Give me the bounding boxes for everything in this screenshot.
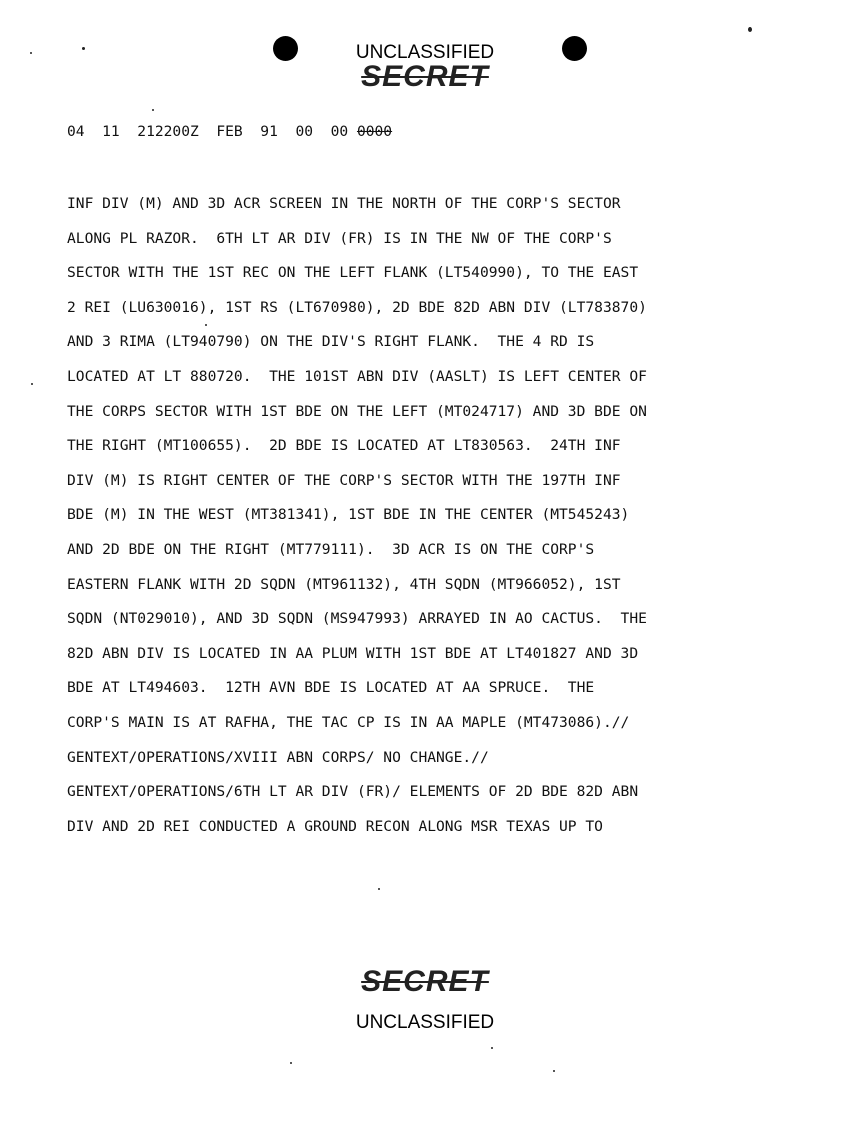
body-line: DIV AND 2D REI CONDUCTED A GROUND RECON ALONG MSR TEXAS UP TO <box>67 817 603 835</box>
body-line: THE CORPS SECTOR WITH 1ST BDE ON THE LEFT (MT024717) AND 3D BDE ON <box>67 402 647 420</box>
original-marking-footer <box>0 965 850 999</box>
body-line: ALONG PL RAZOR. 6TH LT AR DIV (FR) IS IN THE NW OF THE CORP'S <box>67 229 612 247</box>
scan-speck <box>378 888 380 890</box>
body-line: CORP'S MAIN IS AT RAFHA, THE TAC CP IS IN AA MAPLE (MT473086).// <box>67 713 630 731</box>
original-marking-header <box>0 60 850 94</box>
classification-header: UNCLASSIFIED <box>355 42 495 63</box>
struck-secret-header: SECRET <box>361 60 489 93</box>
struck-secret-footer: SECRET <box>361 965 489 998</box>
body-line: SECTOR WITH THE 1ST REC ON THE LEFT FLANK (LT540990), TO THE EAST <box>67 264 639 282</box>
body-line: DIV (M) IS RIGHT CENTER OF THE CORP'S SECTOR WITH THE 197TH INF <box>67 471 621 489</box>
dtg-struck-text: 0000 <box>356 123 393 140</box>
scan-speck <box>491 1047 493 1049</box>
body-line: SQDN (NT029010), AND 3D SQDN (MS947993) ARRAYED IN AO CACTUS. THE <box>67 610 647 628</box>
body-line: BDE AT LT494603. 12TH AVN BDE IS LOCATED AT AA SPRUCE. THE <box>67 679 595 697</box>
body-line: INF DIV (M) AND 3D ACR SCREEN IN THE NORTH OF THE CORP'S SECTOR <box>67 195 621 212</box>
body-line: BDE (M) IN THE WEST (MT381341), 1ST BDE IN THE CENTER (MT545243) <box>67 506 630 524</box>
body-line: LOCATED AT LT 880720. THE 101ST ABN DIV (AASLT) IS LEFT CENTER OF <box>67 367 647 385</box>
body-line: EASTERN FLANK WITH 2D SQDN (MT961132), 4TH SQDN (MT966052), 1ST <box>67 575 621 593</box>
body-line: GENTEXT/OPERATIONS/XVIII ABN CORPS/ NO CHANGE.// <box>67 748 489 766</box>
body-line: AND 2D BDE ON THE RIGHT (MT779111). 3D ACR IS ON THE CORP'S <box>67 540 595 558</box>
dtg-text: 04 11 212200Z FEB 91 00 00 <box>67 123 357 140</box>
body-line: GENTEXT/OPERATIONS/6TH LT AR DIV (FR)/ ELEMENTS OF 2D BDE 82D ABN <box>67 783 639 801</box>
body-line: 82D ABN DIV IS LOCATED IN AA PLUM WITH 1ST BDE AT LT401827 AND 3D <box>67 644 639 662</box>
scan-speck <box>553 1070 555 1072</box>
scan-speck <box>31 383 33 385</box>
body-line: THE RIGHT (MT100655). 2D BDE IS LOCATED AT LT830563. 24TH INF <box>67 437 621 455</box>
scan-speck <box>748 27 752 32</box>
message-body <box>67 194 647 851</box>
scan-speck <box>290 1062 292 1064</box>
classification-footer: UNCLASSIFIED <box>355 1012 495 1033</box>
body-line: 2 REI (LU630016), 1ST RS (LT670980), 2D BDE 82D ABN DIV (LT783870) <box>67 298 647 316</box>
scan-speck <box>152 109 154 111</box>
date-time-group-line <box>67 123 392 140</box>
body-line: AND 3 RIMA (LT940790) ON THE DIV'S RIGHT FLANK. THE 4 RD IS <box>67 333 595 351</box>
